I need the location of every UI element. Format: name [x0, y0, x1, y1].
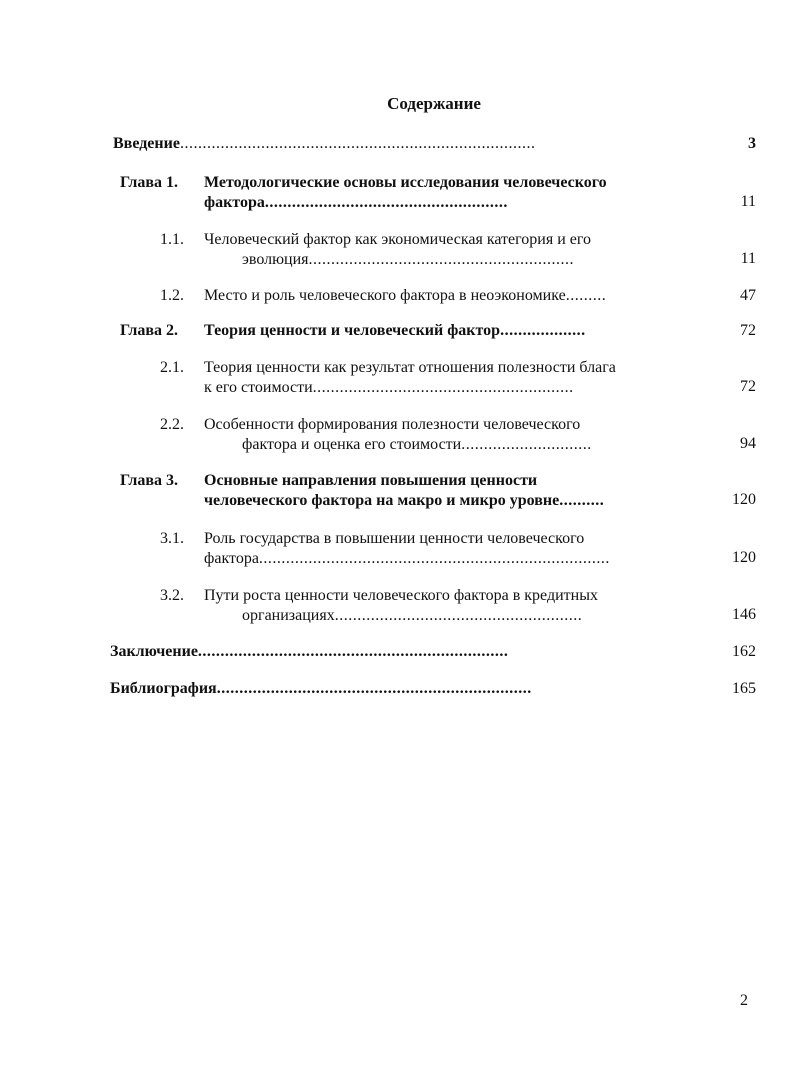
toc-entry-text-cont: фактора.............................................................................. [204, 550, 610, 567]
toc-entry-chapter-1[interactable] [120, 172, 756, 216]
toc-entry-page: 120 [732, 549, 756, 566]
toc-entry-conclusion[interactable] [110, 641, 756, 663]
toc-entry-label: 1.1. [160, 231, 184, 248]
toc-entry-page: 120 [732, 491, 756, 508]
toc-entry-page: 47 [740, 287, 756, 304]
toc-entry-text: Теория ценности как результат отношения полезности блага [204, 359, 616, 376]
toc-entry-chapter-2[interactable] [120, 320, 756, 342]
toc-entry-section-3-2[interactable] [160, 585, 756, 629]
toc-entry-text: Человеческий фактор как экономическая категория и его [204, 231, 592, 248]
toc-entry-label: Глава 2. [120, 322, 178, 339]
toc-entry-label: 3.1. [160, 530, 184, 547]
toc-entry-bibliography[interactable] [110, 678, 756, 700]
toc-entry-text: Роль государства в повышении ценности человеческого [204, 530, 585, 547]
page-number: 2 [740, 992, 748, 1009]
toc-entry-page: 3 [748, 135, 756, 152]
toc-entry-label: Глава 3. [120, 472, 178, 489]
toc-entry-introduction[interactable] [113, 133, 756, 155]
toc-entry-page: 94 [740, 435, 756, 452]
toc-entry-section-3-1[interactable] [160, 528, 756, 572]
toc-entry-text-cont: к его стоимости.......................................................... [204, 379, 574, 396]
toc-entry-text: Основные направления повышения ценности [204, 472, 538, 489]
toc-entry-text: Библиография...................................................................... [110, 680, 532, 697]
toc-entry-text: Заключение..................................................................... [110, 643, 509, 660]
toc-entry-text: Особенности формирования полезности человеческого [204, 416, 581, 433]
toc-entry-text-cont: эволюция........................................................... [242, 251, 575, 268]
toc-entry-label: 2.1. [160, 359, 184, 376]
toc-entry-text: Введение............................................................................... [113, 135, 536, 152]
toc-entry-text: Теория ценности и человеческий фактор................... [204, 322, 586, 339]
toc-entry-chapter-3[interactable] [120, 470, 756, 514]
toc-entry-text-cont: человеческого фактора на макро и микро уровне.......... [204, 492, 605, 509]
toc-entry-text: Место и роль человеческого фактора в неоэкономике......... [204, 287, 607, 304]
toc-entry-text: Пути роста ценности человеческого фактора в кредитных [204, 587, 598, 604]
toc-entry-label: 2.2. [160, 416, 184, 433]
toc-entry-page: 165 [732, 680, 756, 697]
toc-entry-section-2-2[interactable] [160, 414, 756, 458]
toc-entry-text: Методологические основы исследования человеческого [204, 174, 607, 191]
toc-entry-section-2-1[interactable] [160, 357, 756, 401]
toc-entry-page: 72 [740, 322, 756, 339]
toc-entry-text-cont: фактора...................................................... [204, 194, 508, 211]
toc-entry-label: Глава 1. [120, 174, 178, 191]
toc-entry-page: 72 [740, 378, 756, 395]
toc-entry-text-cont: организациях....................................................... [242, 607, 583, 624]
toc-entry-text-cont: фактора и оценка его стоимости............................. [242, 436, 592, 453]
toc-entry-label: 1.2. [160, 287, 184, 304]
toc-entry-section-1-2[interactable] [160, 285, 756, 307]
toc-entry-page: 11 [740, 193, 756, 210]
toc-entry-section-1-1[interactable] [160, 229, 756, 273]
toc-entry-label: 3.2. [160, 587, 184, 604]
toc-entry-page: 146 [732, 606, 756, 623]
toc-entry-page: 11 [740, 250, 756, 267]
toc-entry-page: 162 [732, 643, 756, 660]
toc-title: Содержание [387, 94, 481, 113]
